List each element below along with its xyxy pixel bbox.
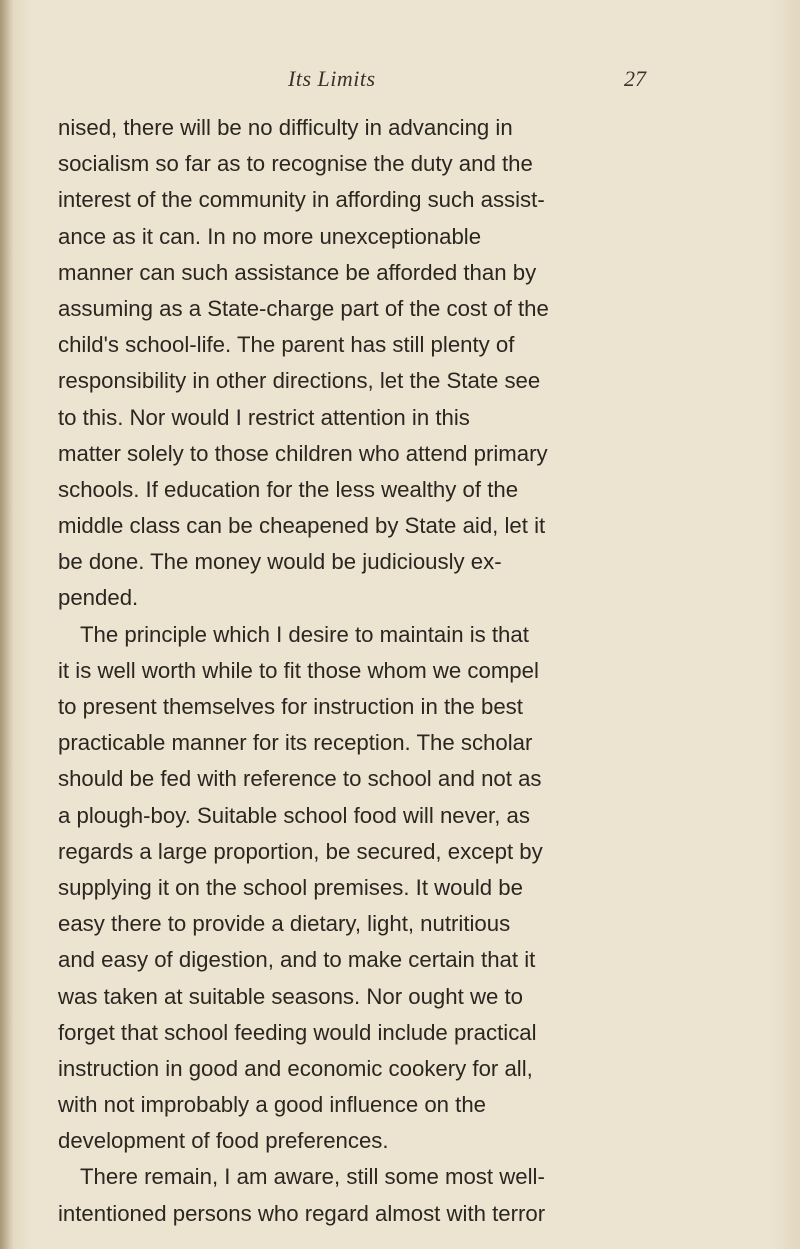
text-line: was taken at suitable seasons. Nor ought we to <box>58 983 523 1009</box>
text-line: responsibility in other directions, let the State see <box>58 368 541 394</box>
page-gutter-shadow <box>0 0 14 1249</box>
text-line: development of food preferences. <box>58 1128 389 1154</box>
text-line: assuming as a State-charge part of the cost of the <box>58 295 549 321</box>
text-line: should be fed with reference to school and not as <box>58 766 542 792</box>
text-line: manner can such assistance be afforded than by <box>58 259 537 285</box>
text-line: socialism so far as to recognise the duty and the <box>58 151 533 177</box>
text-line: pended. <box>58 585 139 611</box>
body-text <box>58 110 658 1232</box>
text-line: regards a large proportion, be secured, except by <box>58 838 543 864</box>
text-line: nised, there will be no difficulty in advancing in <box>58 115 513 140</box>
text-line: with not improbably a good influence on the <box>58 1092 487 1118</box>
text-line: a plough-boy. Suitable school food will never, as <box>58 802 530 828</box>
text-line: forget that school feeding would include practical <box>58 1019 537 1045</box>
page-number: 27 <box>624 66 646 91</box>
text-line: supplying it on the school premises. It would be <box>58 874 523 900</box>
text-line: instruction in good and economic cookery for all, <box>58 1055 533 1081</box>
text-line: interest of the community in affording such assist- <box>58 187 545 213</box>
text-line: practicable manner for its reception. The scholar <box>58 730 533 756</box>
text-line: child's school-life. The parent has still plenty of <box>58 332 515 358</box>
text-line: ance as it can. In no more unexceptionable <box>58 223 482 249</box>
text-line: matter solely to those children who attend primary <box>58 440 548 466</box>
text-line: intentioned persons who regard almost with terror <box>58 1200 546 1226</box>
paragraph-start-line: The principle which I desire to maintain is that <box>80 621 529 647</box>
page-header <box>0 66 800 96</box>
text-line: be done. The money would be judiciously ex- <box>58 549 502 575</box>
running-title: Its Limits <box>288 66 376 91</box>
text-line: to this. Nor would I restrict attention in this <box>58 404 470 430</box>
text-line: and easy of digestion, and to make certain that it <box>58 947 536 973</box>
text-line: schools. If education for the less wealthy of the <box>58 476 519 502</box>
text-line: easy there to provide a dietary, light, nutritious <box>58 911 511 937</box>
text-line: to present themselves for instruction in the best <box>58 694 523 719</box>
text-line: it is well worth while to fit those whom we compel <box>58 657 539 683</box>
text-line: middle class can be cheapened by State aid, let it <box>58 513 546 539</box>
paragraph-start-line: There remain, I am aware, still some most well- <box>80 1164 545 1190</box>
